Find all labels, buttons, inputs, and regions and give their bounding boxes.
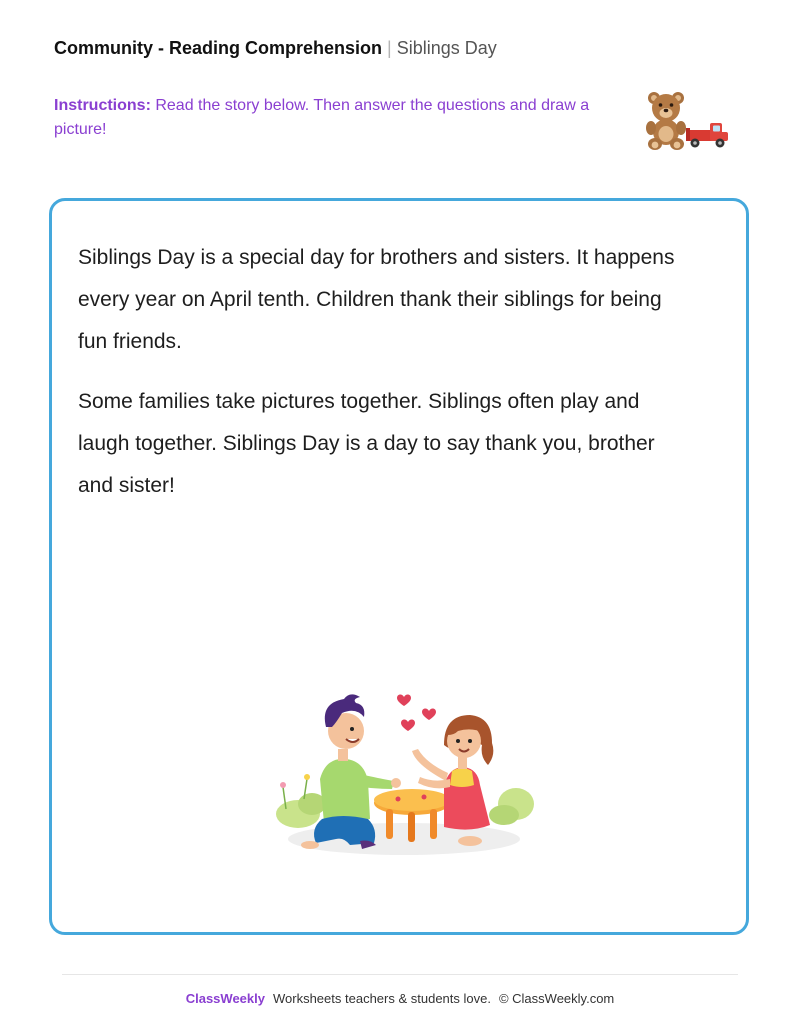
footer-divider [62, 974, 738, 975]
instructions-label: Instructions: [54, 97, 151, 114]
teddy-bear-icon [646, 92, 686, 150]
heart-icon [397, 694, 436, 731]
worksheet-topic: Siblings Day [396, 38, 497, 58]
footer [0, 990, 800, 1008]
story-text [78, 237, 678, 525]
story-paragraph-1: Siblings Day is a special day for brothers and sisters. It happens every year on April tenth. Children thank their siblings for being fun friends. [78, 246, 675, 353]
footer-copyright: © ClassWeekly.com [498, 991, 615, 1006]
footer-tagline: Worksheets teachers & students love. [272, 991, 491, 1006]
title-separator: | [387, 38, 392, 58]
siblings-playing-illustration [274, 691, 536, 863]
toy-truck-icon [686, 123, 728, 148]
footer-brand: ClassWeekly [185, 991, 265, 1006]
story-box [49, 198, 749, 935]
worksheet-header [54, 36, 497, 60]
story-paragraph-2: Some families take pictures together. Siblings often play and laugh together. Siblings Day is a day to say thank you, brother and sister! [78, 390, 655, 497]
teddy-bear-truck-illustration [640, 88, 732, 154]
worksheet-title: Community - Reading Comprehension [54, 38, 383, 58]
instructions-text: Read the story below. Then answer the questions and draw a picture! [54, 97, 590, 138]
instructions [54, 94, 614, 142]
